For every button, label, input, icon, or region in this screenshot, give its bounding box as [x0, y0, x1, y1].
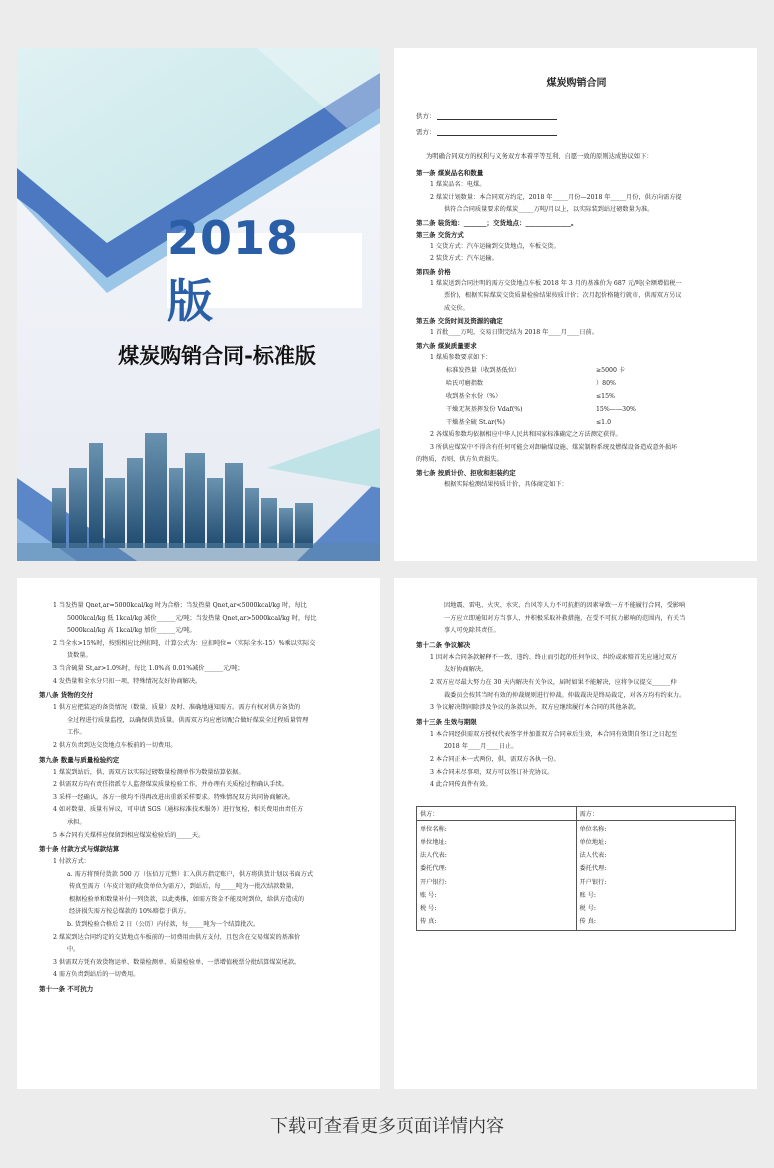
clause-line: 承担。	[67, 818, 86, 826]
clause-line: 4 发热量和全水分只扣一项，特殊情况友好协商解决。	[53, 677, 202, 685]
clause-line: 传真至需方（车皮计划的收货单位为需方），到站后，每_____吨为一批次结款数量，	[69, 883, 298, 891]
clause-line: 5000kcal/kg 高 1kcal/kg 加价______元/吨。	[67, 627, 196, 635]
clause-line: 根据实际检测结果按质计价，具体商定如下：	[444, 480, 568, 488]
article-heading: 第七条 按质计价、拒收和拒装约定	[416, 468, 516, 477]
clause-line: 2 各煤质参数均依据相应中华人民共和国家标准确定之方法测定获得。	[430, 431, 622, 438]
clause-line: 1 煤炭到站后，供、需双方以实际过磅数量检测单作为数量结算依据。	[53, 768, 245, 776]
signature-field-label: 委托代理:	[420, 865, 447, 873]
spec-row	[416, 403, 737, 416]
signature-field-label: 传 真:	[420, 918, 437, 926]
clause-line: 裁委员会按其当时有效的仲裁规则进行仲裁。仲裁裁决是终局裁定，对各方均有约束力。	[444, 691, 686, 699]
clause-line: 供符合合同质量要求的煤炭_____万吨/月以上，以实际装到站过磅数量为准。	[444, 206, 654, 213]
spec-row	[416, 377, 737, 390]
clause-line: 事人可免除其责任。	[444, 627, 500, 635]
clause-line: 经济损失需方按总煤款的 10%赔偿于供方。	[69, 908, 190, 916]
buyer-label: 需方：	[416, 128, 436, 136]
download-more-caption: 下载可查看更多页面详情内容	[270, 1116, 504, 1137]
clause-line: 4 此合同传真件有效。	[430, 781, 492, 789]
signature-field-label: 税 号:	[579, 904, 596, 912]
clause-line: 的物质，否则，供方负责损失。	[416, 456, 503, 463]
spec-value: ≤1.0	[596, 419, 612, 426]
article-heading: 第十条 付款方式与煤款结算	[39, 845, 120, 854]
spec-row	[416, 416, 737, 429]
quality-spec-list	[416, 364, 737, 429]
cover-title: 煤炭购销合同-标准版	[118, 344, 316, 368]
clause-line: a. 需方将预付货款 500 万（伍佰万元整）汇入供方指定账户，供方将供货计划以书面方式	[67, 870, 314, 878]
clause-line: 4 需方负责到站后的一切费用。	[53, 971, 140, 979]
clause-line: 2 双方应尽最大努力在 30 天内解决有关争议，届时如果不能解决，应将争议提交______仲	[430, 678, 677, 686]
contract-page-2	[17, 578, 380, 1089]
signature-field-label: 单位地址:	[420, 838, 447, 846]
clause-line: 3 本合同未尽事项，双方可以签订补充协议。	[430, 768, 554, 776]
clause-line: 全过程进行质量监控，以确保供货质量。供需双方均应密切配合做好煤炭全过程质量管理	[67, 716, 309, 724]
clause-line: 2 本合同正本一式两份，供，需双方各执一份。	[430, 755, 560, 763]
clause-line: 2 供需双方均有责任指派专人监督煤炭质量检验工作，并办理有关质检过程确认手续。	[53, 781, 288, 789]
spec-row	[416, 364, 737, 377]
clause-line: 根据检验单和数量补付一列货款，以此类推，如需方资金不能及时到位，给供方造成的	[69, 895, 305, 903]
clause-line: 友好协商解决。	[444, 666, 488, 674]
page1-clauses-continued	[416, 429, 737, 491]
clause-line: b. 货到检验合格后 2 日（公历）内付款，每_____吨为一个结算批次。	[67, 921, 260, 929]
cover-year: 2018 版	[167, 210, 300, 328]
article-heading: 第十一条 不可抗力	[39, 985, 94, 994]
article-heading: 第四条 价格	[416, 267, 451, 276]
signature-table	[416, 806, 736, 932]
clause-line: 一方应立即通知对方当事人，并积极采取补救措施，在受不可抗力影响的范围内，有关当	[444, 614, 686, 622]
clause-line: 2 当全水>15%时，按照相应比例扣吨，计算公式为：应扣吨位=（实际全水-15）%乘以实际交	[53, 639, 316, 647]
article-heading: 第八条 货物的交付	[39, 691, 94, 700]
article-heading: 第十二条 争议解决	[416, 640, 471, 649]
contract-page-1	[394, 48, 757, 561]
clause-line: 4 如对数量、质量有异议，可申请 SGS（通标标准技术服务）进行复检，相关费用由责任方	[53, 806, 304, 814]
clause-line: 5 本合同有关煤样应保留到相应煤炭检验后的_____天。	[53, 831, 205, 839]
clause-line: 货数量。	[67, 652, 92, 660]
article-heading: 第十三条 生效与期限	[416, 717, 477, 726]
signature-field-label: 传 真:	[579, 918, 596, 926]
clause-line: 工作。	[67, 729, 86, 737]
page3-clauses	[416, 600, 739, 792]
clause-line: 1 付款方式：	[53, 858, 90, 866]
buyer-line	[416, 127, 737, 136]
clause-line: 1 煤炭送到合同注明的需方交货地点车板 2018 年 3 月的基准价为 687 元/吨(全额增值税一	[430, 279, 682, 287]
clause-line: 2 煤炭计划数量：本合同双方约定，2018 年_____月份—2018 年_____月份，供方向需方提	[430, 193, 682, 201]
clause-line: 2 供方负责到达交货地点车板前的一切费用。	[53, 741, 177, 749]
signature-field-label: 税 号:	[420, 904, 437, 912]
signature-field-label: 法人代表:	[579, 852, 607, 860]
clause-line: 1 当发热量 Qnet,ar=5000kcal/kg 时为合格；当发热量 Qnet,ar<5000kcal/kg 时，每比	[53, 602, 307, 609]
spec-name: 标准发热量（收到基低位）	[446, 367, 521, 374]
clause-line: 1 交货方式：汽车运输到交货地点，车板交货。	[430, 242, 560, 250]
signature-field-label: 委托代理:	[579, 865, 607, 873]
signature-field-label: 账 号:	[579, 891, 596, 899]
clause-line: 1 煤炭品名：电煤。	[430, 181, 486, 188]
supplier-line	[416, 111, 737, 120]
contract-page-3	[394, 578, 757, 1089]
cover-page	[17, 48, 380, 561]
supplier-label: 供方：	[416, 112, 436, 120]
clause-line: 因地震、雷电、火灾、水灾、台风等人力不可抗拒的因素导致一方不能履行合同，受影响	[444, 602, 686, 609]
signature-field-label: 单位名称:	[579, 825, 607, 833]
article-heading: 第五条 交货时间及资源的确定	[416, 317, 503, 325]
signature-buyer-head: 需方：	[576, 806, 736, 820]
spec-name: 干燥基全硫 St.ar(%)	[446, 419, 505, 426]
clause-line: 1 供方应把装运的备货情况（数量、质量）及时、准确地通知需方。需方有权对供方备货的	[53, 704, 301, 712]
clause-line: 票价)，根据实际煤炭交货质量检验结果按质计价；次月起价格随行就市，供需双方另议	[444, 292, 682, 299]
clause-line: 1 首批____万吨，交易日期完结为 2018 年____月____日前。	[430, 329, 598, 336]
page1-clauses	[416, 167, 737, 364]
spec-value: ）80%	[596, 380, 616, 387]
clause-line: 3 所供应煤炭中不得含有任何可能会对卸输煤设施、煤炭制粉系统及燃煤设备造成意外损坏	[430, 443, 678, 451]
intro-paragraph: 为明确合同双方的权利与义务双方本着平等互利、自愿一致的原则达成协议如下：	[426, 153, 653, 160]
document-title: 煤炭购销合同	[546, 78, 607, 89]
article-heading: 第三条 交货方式	[416, 230, 464, 239]
spec-value: ≥5000 卡	[596, 367, 626, 374]
clause-line: 5000kcal/kg 低 1kcal/kg 减价______元/吨；当发热量 Qnet,ar>5000kcal/kg 时，每比	[67, 614, 317, 622]
signature-buyer-fields	[576, 820, 736, 931]
spec-name: 收到基全水份（%）	[446, 393, 502, 400]
spec-value: ≤15%	[596, 393, 615, 400]
signature-field-label: 法人代表:	[420, 852, 447, 860]
clause-line: 2018 年____月____日止。	[444, 743, 518, 751]
signature-supplier-fields	[417, 820, 577, 931]
signature-supplier-head: 供方：	[417, 806, 577, 820]
spec-name: 哈氏可磨指数	[446, 380, 484, 387]
clause-line: 1 因对本合同条款解释不一致、违约、终止而引起的任何争议、纠纷或索赔首先应通过双方	[430, 653, 678, 661]
clause-line: 2 煤炭到达合同约定的交货地点车板前的一切费用由供方支付，且包含在交易煤炭的基准价	[53, 933, 301, 941]
clause-line: 3 供需双方凭有效货物运单、数量检测单、质量检验单，一票增值税票分批结算煤炭尾款。	[53, 958, 301, 966]
clause-line: 3 当含硫量 St,ar>1.0%时，每比 1.0%高 0.01%减价______元/吨；	[53, 664, 244, 672]
article-heading: 第九条 数量与质量检验约定	[39, 755, 120, 764]
spec-name: 干燥无灰基挥发份 Vdaf(%)	[446, 406, 523, 413]
signature-field-label: 账 号:	[420, 891, 437, 899]
article-heading: 第二条 装货地：_______；交货地点：______________。	[416, 218, 578, 227]
clause-line: 中。	[67, 946, 80, 954]
clause-line: 成交价。	[444, 304, 469, 312]
spec-value: 15%——30%	[596, 406, 636, 413]
page2-clauses	[39, 600, 362, 996]
signature-field-label: 开户银行:	[420, 878, 447, 886]
cover-year-box	[167, 210, 362, 328]
article-heading: 第一条 煤炭品名和数量	[416, 169, 484, 177]
clause-line: 3 争议解决期间除涉及争议的条款以外，双方应继续履行本合同的其他条款。	[430, 704, 641, 712]
signature-field-label: 开户银行:	[579, 878, 607, 886]
signature-field-label: 单位名称:	[420, 825, 447, 833]
spec-row	[416, 390, 737, 403]
clause-line: 2 装货方式：汽车运输。	[430, 255, 498, 262]
article-heading: 第六条 煤炭质量要求	[416, 341, 477, 350]
clause-line: 1 本合同经供需双方授权代表签字并加盖双方合同章后生效，本合同有效期自签订之日起至	[430, 730, 678, 738]
clause-line: 1 煤质参数要求如下：	[430, 353, 492, 361]
signature-field-label: 单位地址:	[579, 838, 607, 846]
clause-line: 3 采样一经确认，各方一般均不得再改进出重新采样要求。特殊情况双方共同协商解决。	[53, 793, 295, 801]
